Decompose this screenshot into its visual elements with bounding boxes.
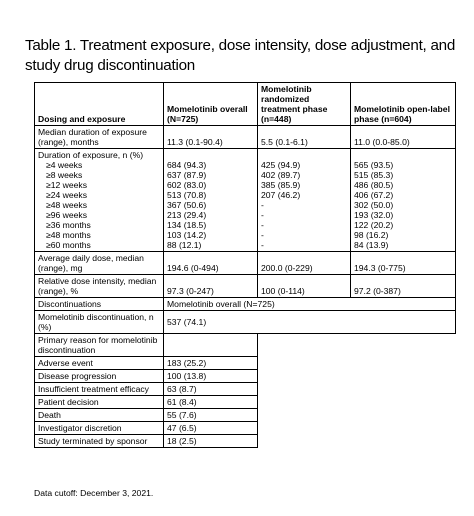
table-row <box>35 396 456 409</box>
reason-value: 47 (6.5) <box>164 422 258 435</box>
cell-open-label: 97.2 (0-387) <box>351 275 456 298</box>
exposure-table <box>34 82 456 448</box>
footnote: Data cutoff: December 3, 2021. <box>34 488 154 498</box>
table-row-median-duration <box>35 126 456 149</box>
duration-label: Duration of exposure, n (%) <box>38 150 144 160</box>
reason-label: Disease progression <box>35 370 164 383</box>
reason-label: Patient decision <box>35 396 164 409</box>
reason-label: Death <box>35 409 164 422</box>
cell-empty <box>258 357 456 370</box>
table-row <box>35 435 456 448</box>
header-overall: Momelotinib overall (N=725) <box>164 83 258 126</box>
row-label <box>35 149 164 252</box>
row-label: Average daily dose, median (range), mg <box>35 252 164 275</box>
reason-value: 55 (7.6) <box>164 409 258 422</box>
table-row <box>35 370 456 383</box>
cell-empty <box>258 370 456 383</box>
cell-empty <box>258 409 456 422</box>
table-row-average-dose <box>35 252 456 275</box>
cell-overall <box>164 149 258 252</box>
table-row <box>35 357 456 370</box>
reason-value: 100 (13.8) <box>164 370 258 383</box>
cell-randomized: 5.5 (0.1-6.1) <box>258 126 351 149</box>
cell-empty <box>258 383 456 396</box>
row-label: Discontinuations <box>35 298 164 311</box>
duration-randomized-values: 425 (94.9) 402 (89.7) 385 (85.9) 207 (46.2) - - - - - <box>261 160 301 250</box>
cell-randomized: 100 (0-114) <box>258 275 351 298</box>
duration-overall-values: 684 (94.3) 637 (87.9) 602 (83.0) 513 (70.8) 367 (50.6) 213 (29.4) 134 (18.5) 103 (14.2) 88 (12.1) <box>167 160 207 250</box>
cell-open-label <box>351 149 456 252</box>
cell-randomized <box>258 149 351 252</box>
table-row <box>35 383 456 396</box>
table-row-primary-reason <box>35 334 456 357</box>
table-title: Table 1. Treatment exposure, dose intensity, dose adjustment, and study drug discontinuation <box>25 37 456 74</box>
reason-label: Adverse event <box>35 357 164 370</box>
reason-value: 183 (25.2) <box>164 357 258 370</box>
reason-label: Insufficient treatment efficacy <box>35 383 164 396</box>
header-row <box>35 83 456 126</box>
reason-value: 61 (8.4) <box>164 396 258 409</box>
discontinuations-header: Momelotinib overall (N=725) <box>164 298 456 311</box>
header-dosing-exposure: Dosing and exposure <box>35 83 164 126</box>
cell-overall: 97.3 (0-247) <box>164 275 258 298</box>
table-row-discontinuations-header <box>35 298 456 311</box>
reason-value: 18 (2.5) <box>164 435 258 448</box>
cell-randomized: 200.0 (0-229) <box>258 252 351 275</box>
cell-empty <box>258 422 456 435</box>
duration-sublabels: ≥4 weeks ≥8 weeks ≥12 weeks ≥24 weeks ≥48 weeks ≥96 weeks ≥36 months ≥48 months ≥60 months <box>46 160 91 250</box>
header-randomized: Momelotinib randomized treatment phase (n=448) <box>258 83 351 126</box>
cell-empty <box>258 396 456 409</box>
reason-label: Study terminated by sponsor <box>35 435 164 448</box>
table-row-duration-exposure <box>35 149 456 252</box>
row-label: Primary reason for momelotinib discontinuation <box>35 334 164 357</box>
table-row-momelotinib-discontinuation <box>35 311 456 334</box>
row-label: Relative dose intensity, median (range), % <box>35 275 164 298</box>
cell-overall: 11.3 (0.1-90.4) <box>164 126 258 149</box>
table-row-relative-dose-intensity <box>35 275 456 298</box>
row-label: Momelotinib discontinuation, n (%) <box>35 311 164 334</box>
cell-empty <box>258 334 456 357</box>
cell-open-label: 194.3 (0-775) <box>351 252 456 275</box>
cell-blank <box>164 334 258 357</box>
reason-value: 63 (8.7) <box>164 383 258 396</box>
header-open-label: Momelotinib open-label phase (n=604) <box>351 83 456 126</box>
cell-overall: 537 (74.1) <box>164 311 456 334</box>
duration-open-label-values: 565 (93.5) 515 (85.3) 486 (80.5) 406 (67.2) 302 (50.0) 193 (32.0) 122 (20.2) 98 (16.2) 84 (13.9) <box>354 160 394 250</box>
row-label: Median duration of exposure (range), months <box>35 126 164 149</box>
reason-label: Investigator discretion <box>35 422 164 435</box>
cell-empty <box>258 435 456 448</box>
table-row <box>35 422 456 435</box>
table-row <box>35 409 456 422</box>
cell-open-label: 11.0 (0.0-85.0) <box>351 126 456 149</box>
cell-overall: 194.6 (0-494) <box>164 252 258 275</box>
